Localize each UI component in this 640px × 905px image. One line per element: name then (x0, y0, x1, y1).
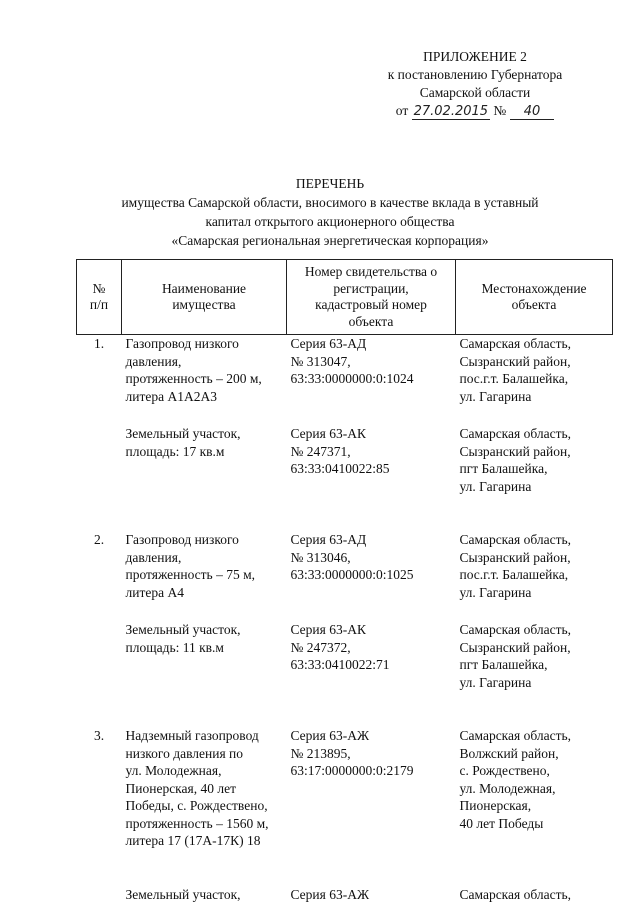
property-name: Земельный участок, (125, 886, 241, 902)
document-title: ПЕРЕЧЕНЬ (295, 176, 365, 191)
date-prefix: от (395, 103, 409, 118)
property-name: Земельный участок, площадь: 11 кв.м (125, 622, 241, 655)
registration-number: Серия 63-АД № 313047, 63:33:0000000:0:1024 (290, 336, 414, 386)
row-spacer (77, 850, 613, 886)
appendix-line-1: к постановлению Губернатора (387, 67, 563, 82)
property-location: Самарская область, Сызранский район, пос.г.т. Балашейка, ул. Гагарина (459, 532, 572, 600)
row-number: 3. (93, 728, 105, 743)
table-row (77, 621, 613, 691)
row-spacer (77, 601, 613, 621)
registration-number: Серия 63-АЖ № 213895, 63:17:0000000:0:2179 (290, 728, 414, 778)
table-row (77, 531, 613, 601)
property-location: Самарская область, Сызранский район, пос.г.т. Балашейка, ул. Гагарина (459, 336, 572, 404)
property-name: Надземный газопровод низкого давления по ул. Молодежная, Пионерская, 40 лет Победы, с. Рождествено, протяженность – 1560 м, литера 17 (17А-17К) 18 (125, 728, 269, 848)
property-location: Самарская область, Сызранский район, пгт Балашейка, ул. Гагарина (459, 426, 572, 494)
property-name: Земельный участок, площадь: 17 кв.м (125, 426, 241, 459)
table-header-row (77, 260, 613, 335)
row-spacer (77, 495, 613, 531)
handwritten-date: 27.02.2015 (413, 104, 489, 119)
row-spacer (77, 691, 613, 727)
heading-line-2: капитал открытого акционерного общества (205, 214, 455, 229)
appendix-title: ПРИЛОЖЕНИЕ 2 (423, 49, 527, 64)
property-location: Самарская область, Волжский район, с. Рождествено, ул. Молодежная, Пионерская, 40 лет Победы (459, 728, 572, 831)
property-location: Самарская область, Сызранский район, пгт Балашейка, ул. Гагарина (459, 622, 572, 690)
registration-number: Серия 63-АЖ (290, 886, 370, 902)
registration-number: Серия 63-АК № 247371, 63:33:0410022:85 (290, 426, 390, 476)
header-name: Наименование имущества (122, 260, 287, 335)
property-table (76, 259, 613, 903)
table-row (77, 335, 613, 406)
property-location: Самарская область, (459, 886, 572, 902)
table-row (77, 727, 613, 850)
appendix-date-line (360, 102, 590, 121)
registration-number: Серия 63-АК № 247372, 63:33:0410022:71 (290, 622, 390, 672)
header-number: № п/п (77, 260, 122, 335)
appendix-line-2: Самарской области (419, 85, 531, 100)
row-number: 1. (93, 336, 105, 351)
row-spacer (77, 405, 613, 425)
header-location: Местонахождение объекта (456, 260, 613, 335)
table-row (77, 886, 613, 904)
appendix-block (360, 48, 590, 121)
header-registration: Номер свидетельства о регистрации, кадастровый номер объекта (287, 260, 456, 335)
heading-line-1: имущества Самарской области, вносимого в качестве вклада в уставный (121, 195, 539, 210)
registration-number: Серия 63-АД № 313046, 63:33:0000000:0:1025 (290, 532, 414, 582)
row-number: 2. (93, 532, 105, 547)
property-name: Газопровод низкого давления, протяженность – 75 м, литера А4 (125, 532, 255, 600)
table-row (77, 425, 613, 495)
handwritten-number: 40 (510, 104, 555, 120)
document-heading (60, 174, 600, 250)
heading-line-3: «Самарская региональная энергетическая корпорация» (171, 233, 489, 248)
property-name: Газопровод низкого давления, протяженность – 200 м, литера А1А2А3 (125, 336, 262, 404)
number-prefix: № (493, 103, 507, 118)
